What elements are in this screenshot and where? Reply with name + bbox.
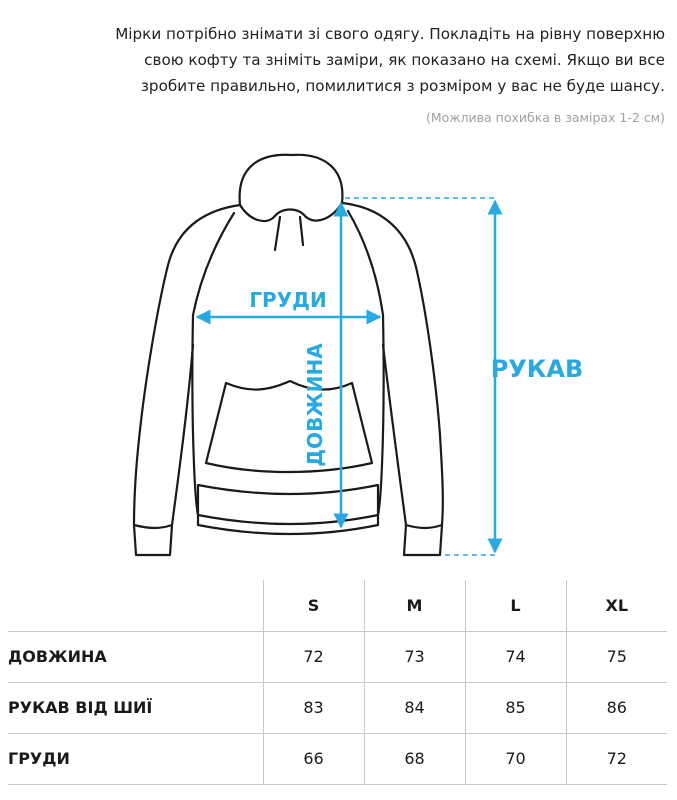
table-corner	[8, 580, 263, 631]
waistband	[198, 485, 378, 534]
size-l-header: L	[465, 580, 566, 631]
hoodie-diagram	[0, 145, 677, 570]
table-row	[8, 631, 667, 682]
intro-text	[25, 21, 665, 99]
chest-label: ГРУДИ	[249, 288, 327, 312]
hoodie-outline	[134, 155, 443, 555]
row-label: ДОВЖИНА	[8, 631, 263, 682]
hood-neck	[274, 210, 306, 218]
intro-line-3: зробите правильно, помилитися з розміром у вас не буде шансу.	[140, 77, 665, 95]
table-cell: 75	[566, 631, 667, 682]
table-cell: 84	[364, 682, 465, 733]
table-cell: 74	[465, 631, 566, 682]
intro-line-2: свою кофту та зніміть заміри, як показано на схемі. Якщо ви все	[144, 51, 665, 69]
size-xl-header: XL	[566, 580, 667, 631]
measurement-note: (Можлива похибка в замірах 1-2 см)	[425, 110, 665, 125]
size-table	[8, 580, 667, 785]
table-cell: 72	[566, 733, 667, 784]
hood-opening	[240, 203, 342, 221]
table-cell: 68	[364, 733, 465, 784]
right-sleeve-outer	[342, 203, 443, 525]
table-row	[8, 733, 667, 784]
table-cell: 72	[263, 631, 364, 682]
left-sleeve-outer	[134, 205, 240, 525]
size-m-header: M	[364, 580, 465, 631]
table-cell: 73	[364, 631, 465, 682]
intro-line-1: Мірки потрібно знімати зі свого одягу. Покладіть на рівну поверхню	[115, 25, 665, 43]
table-cell: 85	[465, 682, 566, 733]
row-label: РУКАВ ВІД ШИЇ	[8, 682, 263, 733]
length-label: ДОВЖИНА	[303, 343, 327, 467]
table-cell: 66	[263, 733, 364, 784]
hoodie-diagram-svg	[0, 145, 677, 570]
right-cuff	[404, 525, 442, 555]
table-row	[8, 682, 667, 733]
hood-top	[240, 155, 343, 205]
drawstrings	[275, 217, 303, 250]
table-header-row	[8, 580, 667, 631]
size-s-header: S	[263, 580, 364, 631]
row-label: ГРУДИ	[8, 733, 263, 784]
table-cell: 86	[566, 682, 667, 733]
sleeve-label: РУКАВ	[490, 355, 584, 383]
table-cell: 70	[465, 733, 566, 784]
inner-sleeves	[172, 345, 406, 525]
left-cuff	[134, 525, 172, 555]
table-cell: 83	[263, 682, 364, 733]
kangaroo-pocket	[206, 381, 372, 472]
